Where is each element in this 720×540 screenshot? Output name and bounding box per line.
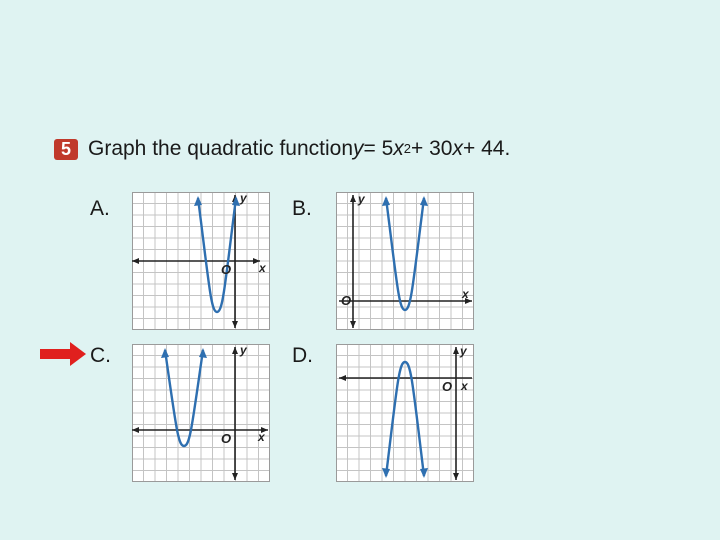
origin-label: O [442, 379, 453, 394]
y-axis-label: y [460, 344, 467, 358]
y-axis-label: y [240, 344, 247, 357]
question-text: 5 Graph the quadratic function y = 5 x 2 + 30 x + 44. [54, 134, 510, 164]
x-axis-label: x [258, 430, 265, 444]
eq-y-var: y [353, 137, 364, 160]
origin-label: O [221, 262, 232, 277]
y-axis-label: y [240, 192, 247, 205]
x-axis-label: x [461, 379, 468, 393]
graph-a[interactable] [132, 192, 270, 330]
graph-c[interactable] [132, 344, 270, 482]
origin-label: O [221, 431, 232, 446]
question-number-badge: 5 [54, 139, 78, 160]
x-axis-label: x [259, 261, 266, 275]
eq-end: + 44. [463, 137, 511, 160]
choice-label-b[interactable]: B. [292, 197, 312, 220]
eq-x-var-2: x [452, 137, 463, 160]
graph-d[interactable] [336, 344, 474, 482]
eq-mid2: + 30 [411, 137, 453, 160]
y-axis-label: y [358, 192, 365, 206]
eq-x-var-1: x [393, 137, 404, 160]
choice-label-c[interactable]: C. [90, 344, 111, 367]
choice-label-a[interactable]: A. [90, 197, 110, 220]
right-arrow-icon [40, 342, 88, 366]
origin-label: O [341, 293, 352, 308]
graph-b[interactable] [336, 192, 474, 330]
question-prefix: Graph the quadratic function [88, 137, 354, 160]
eq-mid1: = 5 [363, 137, 394, 160]
choice-label-d[interactable]: D. [292, 344, 313, 367]
x-axis-label: x [462, 287, 469, 301]
